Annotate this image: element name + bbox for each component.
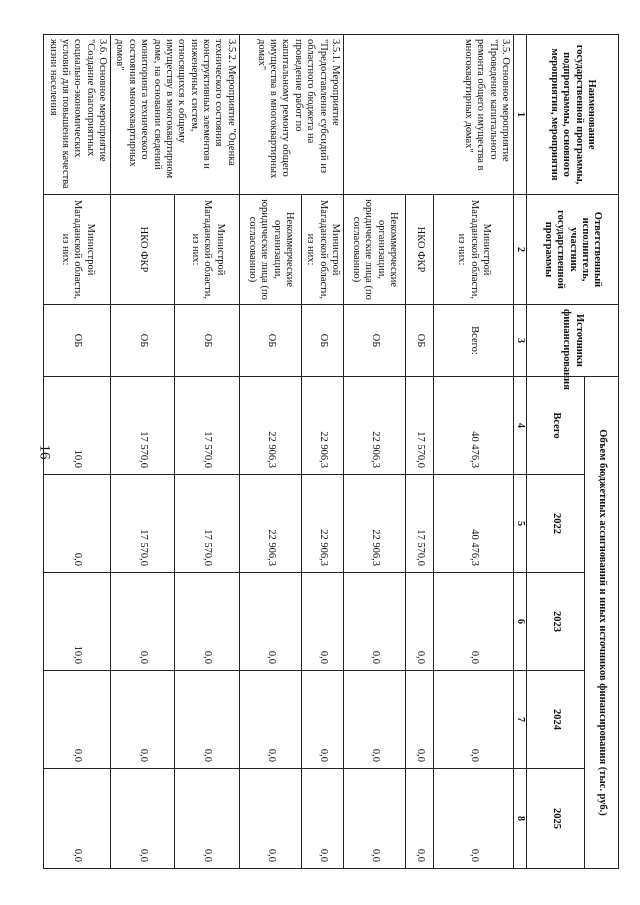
row-value-2025: 0,0 (175, 769, 239, 869)
row-executor: Министрой Магаданской области, из них: (434, 195, 514, 305)
row-value-2023: 0,0 (344, 573, 406, 671)
row-name: 3.5.2. Мероприятие "Оценка технического состояния конструктивных элементов и инженерных систем, относящихся к общему имуществу в многоквартирном доме, на основании сведений мониторинга технического состояния многоквартирных домов" (111, 35, 240, 195)
table-row (44, 35, 111, 869)
row-source: ОБ (344, 305, 406, 377)
row-value-2024: 0,0 (175, 671, 239, 769)
header-year-2025: 2025 (527, 769, 585, 869)
row-value-total: 40 476,3 (434, 377, 514, 475)
row-value-2025: 0,0 (301, 769, 343, 869)
row-value-2023: 10,0 (44, 573, 111, 671)
row-value-2023: 0,0 (434, 573, 514, 671)
column-number: 3 (514, 305, 527, 377)
row-source: Всего: (434, 305, 514, 377)
row-value-2024: 0,0 (239, 671, 301, 769)
row-value-2023: 0,0 (175, 573, 239, 671)
row-value-2024: 0,0 (434, 671, 514, 769)
row-name: 3.5.1. Мероприятие "Предоставление субсидий из областного бюджета на проведение работ по капитальному ремонту общего имущества в многоквартирных домах" (239, 35, 343, 195)
row-value-2025: 0,0 (44, 769, 111, 869)
row-value-2022: 0,0 (44, 475, 111, 573)
header-volume: Объем бюджетных ассигнований и иных источников финансирования (тыс. руб.) (585, 377, 619, 869)
column-number: 6 (514, 573, 527, 671)
row-value-2024: 0,0 (301, 671, 343, 769)
row-value-2025: 0,0 (239, 769, 301, 869)
row-executor: Некоммерческие организации, юридические лица (по согласованию) (344, 195, 406, 305)
row-value-2022: 17 570,0 (175, 475, 239, 573)
row-value-2022: 22 906,3 (239, 475, 301, 573)
row-value-total: 17 570,0 (406, 377, 434, 475)
row-value-2025: 0,0 (344, 769, 406, 869)
row-value-2025: 0,0 (406, 769, 434, 869)
table-row (175, 35, 239, 869)
column-number: 8 (514, 769, 527, 869)
row-source: ОБ (175, 305, 239, 377)
row-value-2024: 0,0 (406, 671, 434, 769)
row-value-2022: 17 570,0 (111, 475, 175, 573)
row-value-total: 17 570,0 (175, 377, 239, 475)
row-executor: НКО ФКР (111, 195, 175, 305)
row-value-2023: 0,0 (301, 573, 343, 671)
header-executor: Ответственный исполнитель, участник государственной программы (527, 195, 619, 305)
row-value-total: 22 906,3 (344, 377, 406, 475)
row-value-2024: 0,0 (44, 671, 111, 769)
row-value-2025: 0,0 (434, 769, 514, 869)
row-value-2025: 0,0 (111, 769, 175, 869)
row-value-2023: 0,0 (406, 573, 434, 671)
row-value-2022: 40 476,3 (434, 475, 514, 573)
column-number: 4 (514, 377, 527, 475)
row-value-2024: 0,0 (111, 671, 175, 769)
row-source: ОБ (44, 305, 111, 377)
row-source: ОБ (111, 305, 175, 377)
row-executor: Министрой Магаданской области, из них: (44, 195, 111, 305)
row-value-total: 10,0 (44, 377, 111, 475)
column-number: 5 (514, 475, 527, 573)
row-value-total: 22 906,3 (239, 377, 301, 475)
rotated-table-area (47, 34, 619, 868)
column-number: 1 (514, 35, 527, 195)
row-value-2024: 0,0 (344, 671, 406, 769)
row-source: ОБ (406, 305, 434, 377)
column-number: 2 (514, 195, 527, 305)
row-value-2023: 0,0 (111, 573, 175, 671)
row-executor: Министрой Магаданской области, из них: (175, 195, 239, 305)
header-year-2022: 2022 (527, 475, 585, 573)
row-source: ОБ (239, 305, 301, 377)
row-executor: Некоммерческие организации, юридические лица (по согласованию) (239, 195, 301, 305)
header-source: Источники финансирования (527, 305, 619, 377)
row-value-total: 17 570,0 (111, 377, 175, 475)
table-row (301, 35, 343, 869)
header-year-2024: 2024 (527, 671, 585, 769)
row-value-2022: 17 570,0 (406, 475, 434, 573)
row-executor: Министрой Магаданской области, из них: (301, 195, 343, 305)
header-name: Наименование государственной программы, подпрограммы, основного мероприятия, мероприятия (527, 35, 619, 195)
row-value-2022: 22 906,3 (344, 475, 406, 573)
row-value-2022: 22 906,3 (301, 475, 343, 573)
row-source: ОБ (301, 305, 343, 377)
funding-table (43, 34, 619, 869)
header-year-2023: 2023 (527, 573, 585, 671)
row-value-total: 22 906,3 (301, 377, 343, 475)
header-total: Всего (527, 377, 585, 475)
table-rotation-frame (47, 34, 619, 868)
row-name: 3.5. Основное мероприятие "Проведение капитального ремонта общего имущества в многоквартирных домах" (344, 35, 514, 195)
table-row (434, 35, 514, 869)
row-name: 3.6. Основное мероприятие "Создание благоприятных социально-экономических условий для повышения качества жизни населения (44, 35, 111, 195)
row-executor: НКО ФКР (406, 195, 434, 305)
column-number: 7 (514, 671, 527, 769)
row-value-2023: 0,0 (239, 573, 301, 671)
page-number: 16 (36, 444, 53, 460)
